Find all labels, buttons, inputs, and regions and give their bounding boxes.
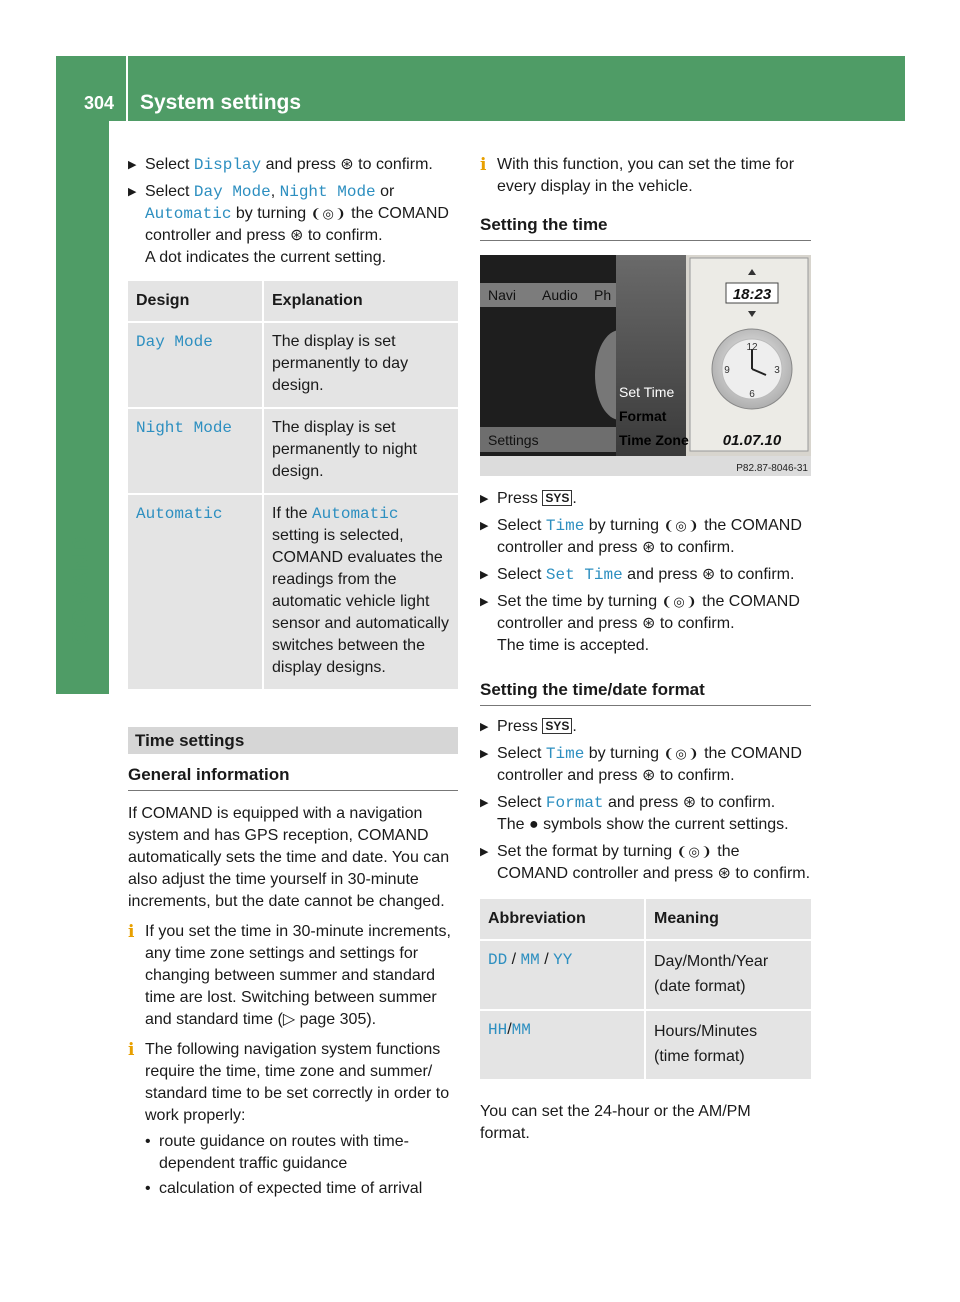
page-reference[interactable]: ▷ page 305 [282,1011,367,1028]
heading-general-information: General information [128,764,458,791]
table-row [128,407,458,493]
explanation: The display is set permanently to night design. [264,407,458,493]
screen-digital-time: 18:23 [732,286,772,303]
screen-item-format: Format [619,408,667,424]
page-header [56,56,905,121]
design-value: Automatic [136,505,223,523]
press-icon: ⊛ [641,539,656,556]
arrow-icon: ▶ [128,186,137,198]
info-icon: i [128,1040,135,1060]
footer-text: You can set the 24-hour or the AM/PM format. [480,1103,751,1142]
controller-turn-icon: ❨◎❩ [663,518,700,533]
comand-screen-image [480,255,811,476]
table-row [128,493,458,689]
step-select-display: ▶ Select Display and press ⊛ to confirm. [128,156,433,174]
arrow-icon: ▶ [480,520,489,532]
controller-turn-icon: ❨◎❩ [676,844,713,859]
step-set-format: ▶ Set the format by turning ❨◎❩ the COMAND controller and press ⊛ to confirm. [480,843,811,882]
design-value: Day Mode [136,333,213,351]
press-icon: ⊛ [701,566,716,583]
info-icon: i [480,155,487,175]
arrow-icon: ▶ [480,721,489,733]
arrow-icon: ▶ [480,493,489,505]
step-press-sys: ▶ Press SYS . [480,716,811,738]
press-icon: ⊛ [340,156,354,173]
list-item: • route guidance on routes with time-dependent traffic guidance [145,1133,409,1172]
step-select-set-time: ▶ Select Set Time and press ⊛ to confirm. [480,566,795,584]
screen-menu-phone: Ph [594,287,612,303]
clock-number: 12 [746,342,758,353]
press-icon: ⊛ [682,794,697,811]
controller-turn-icon: ❨◎❩ [310,206,347,221]
press-icon: ⊛ [717,865,731,882]
table-header: Abbreviation [480,899,646,939]
step-select-time: ▶ Select Time by turning ❨◎❩ the COMAND controller and press ⊛ to confirm. [480,745,802,784]
sidebar-label: COMAND [67,535,93,645]
table-row: HH/MM Hours/Minutes (time format) [480,1009,811,1079]
left-column [128,154,458,1208]
screen-menu-navi: Navi [488,287,517,303]
table-header: Explanation [264,281,458,321]
screen-graphic [480,255,811,476]
heading-setting-time: Setting the time [480,214,811,241]
clock-number: 9 [724,365,730,376]
step-press-sys: ▶ Press SYS . [480,488,811,510]
controller-turn-icon: ❨◎❩ [663,746,700,761]
info-note: i The following navigation system functions require the time, time zone and summer/ standard time to be set correctly in order to work properly: • route guidance on routes with time-dependent traffic guidance • calculation of expected time of arrival [128,1039,458,1200]
arrow-icon: ▶ [128,159,137,171]
table-header: Meaning [646,899,811,939]
arrow-icon: ▶ [480,596,489,608]
controller-turn-icon: ❨◎❩ [661,594,698,609]
arrow-icon: ▶ [480,846,489,858]
step-select-time: ▶ Select Time by turning ❨◎❩ the COMAND controller and press ⊛ to confirm. [480,517,802,556]
clock-number: 6 [749,389,755,400]
table-row: DD / MM / YY Day/Month/Year (date format) [480,939,811,1009]
info-note: i If you set the time in 30-minute increments, any time zone settings and settings for changing between summer and standard time are lost. Switching between summer and standard time (▷ page 305). [128,922,451,1028]
explanation: The display is set permanently to day design. [264,321,458,407]
clock-number: 3 [774,365,780,376]
arrow-icon: ▶ [480,797,489,809]
page-title: System settings [140,91,302,114]
arrow-icon: ▶ [480,569,489,581]
header-divider [126,56,128,121]
explanation: If the Automatic setting is selected, COMAND evaluates the readings from the automatic vehicle light sensor and automatically switches between the display designs. [264,493,458,689]
press-icon: ⊛ [289,227,304,244]
step-select-format: ▶ Select Format and press ⊛ to confirm. The ● symbols show the current settings. [480,794,789,833]
table-header: Design [128,281,264,321]
sys-key-icon: SYS [542,490,572,506]
screen-settings: Settings [488,432,539,448]
heading-time-date-format: Setting the time/date format [480,679,811,706]
design-value: Night Mode [136,419,233,437]
screen-menu-audio: Audio [542,287,578,303]
screen-date: 01.07.10 [722,432,782,449]
step-select-mode: ▶ Select Day Mode, Night Mode or Automatic by turning ❨◎❩ the COMAND controller and press ⊛ to confirm. A dot indicates the current setting. [128,183,449,266]
right-column-lower [480,488,811,1145]
press-icon: ⊛ [641,615,656,632]
right-column [480,154,811,241]
press-icon: ⊛ [641,767,656,784]
arrow-icon: ▶ [480,748,489,760]
info-icon: i [128,922,135,942]
list-item: • calculation of expected time of arrival [145,1180,423,1197]
format-table [480,899,811,1079]
screen-item-time-zone: Time Zone [619,432,689,448]
image-code: P82.87-8046-31 [736,463,808,474]
page-number: 304 [84,93,115,113]
design-table [128,281,458,689]
screen-item-set-time: Set Time [619,384,675,400]
info-note: i With this function, you can set the time for every display in the vehicle. [480,155,795,195]
general-text: If COMAND is equipped with a navigation system and has GPS reception, COMAND automatically sets the time and date. You can also adjust the time yourself in 30-minute increments, but the date cannot be changed. [128,805,450,910]
step-set-time: ▶ Set the time by turning ❨◎❩ the COMAND controller and press ⊛ to confirm. The time is accepted. [480,593,800,654]
section-time-settings: Time settings [128,727,458,754]
sys-key-icon: SYS [542,718,572,734]
table-row [128,321,458,407]
